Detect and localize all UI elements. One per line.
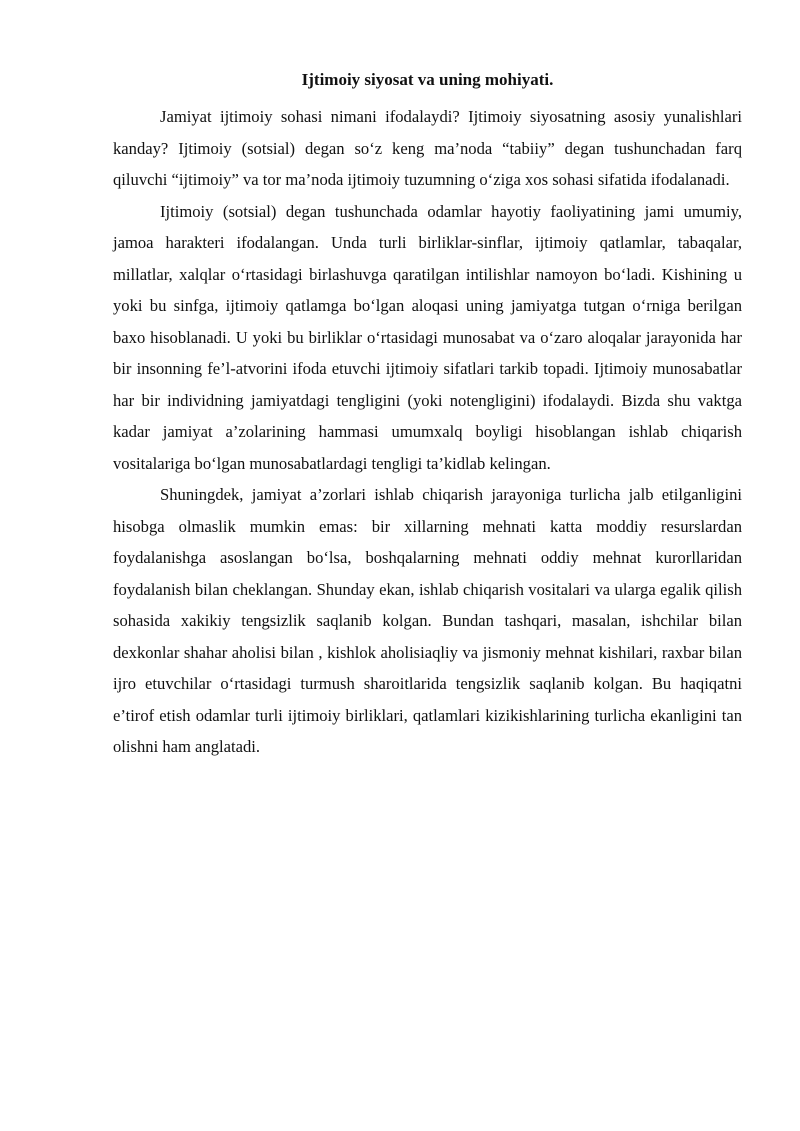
document-title: Ijtimoiy siyosat va uning mohiyati. <box>301 70 554 89</box>
paragraph-3: Shuningdek, jamiyat a’zorlari ishlab chiqarish jarayoniga turlicha jalb etilganligini hisobga olmaslik mumkin emas: bir xillarning mehnati katta moddiy resurslardan foydalanishga asoslangan bo‘lsa, boshqalarning mehnati oddiy mehnat kurorllaridan foydalanish bilan cheklangan. Shunday ekan, ishlab chiqarish vositalari va ularga egalik qilish sohasida xakikiy tengsizlik saqlanib kolgan. Bundan tashqari, masalan, ishchilar bilan dexkonlar shahar aholisi bilan , kishlok aholisiaqliy va jismoniy mehnat kishilari, raxbar bilan ijro etuvchilar o‘rtasidagi turmush sharoitlarida tengsizlik saqlanib kolgan. Bu haqiqatni e’tirof etish odamlar turli ijtimoiy birliklari, qatlamlari kizikishlarining turlicha ekanligini tan olishni ham anglatadi. <box>113 485 742 756</box>
document-page <box>113 68 742 763</box>
paragraph-1: Jamiyat ijtimoiy sohasi nimani ifodalaydi? Ijtimoiy siyosatning asosiy yunalishlari kanday? Ijtimoiy (sotsial) degan so‘z keng ma’noda “tabiiy” degan tushunchadan farq qiluvchi “ijtimoiy” va tor ma’noda ijtimoiy tuzumning o‘ziga xos sohasi sifatida ifodalanadi. <box>113 107 742 189</box>
paragraph-2: Ijtimoiy (sotsial) degan tushunchada odamlar hayotiy faoliyatining jami umumiy, jamoa harakteri ifodalangan. Unda turli birliklar-sinflar, ijtimoiy qatlamlar, tabaqalar, millatlar, xalqlar o‘rtasidagi birlashuvga qaratilgan intilishlar namoyon bo‘ladi. Kishining u yoki bu sinfga, ijtimoiy qatlamga bo‘lgan aloqasi uning jamiyatga tutgan o‘rniga berilgan baxo hisoblanadi. U yoki bu birliklar o‘rtasidagi munosabat va o‘zaro aloqalar jarayonida har bir insonning fe’l-atvorini ifoda etuvchi ijtimoiy sifatlari tarkib topadi. Ijtimoiy munosabatlar har bir individning jamiyatdagi tengligini (yoki notengligini) ifodalaydi. Bizda shu vaktga kadar jamiyat a’zolarining hammasi umumxalq boyligi hisoblangan ishlab chiqarish vositalariga bo‘lgan munosabatlardagi tengligi ta’kidlab kelingan. <box>113 201 742 473</box>
